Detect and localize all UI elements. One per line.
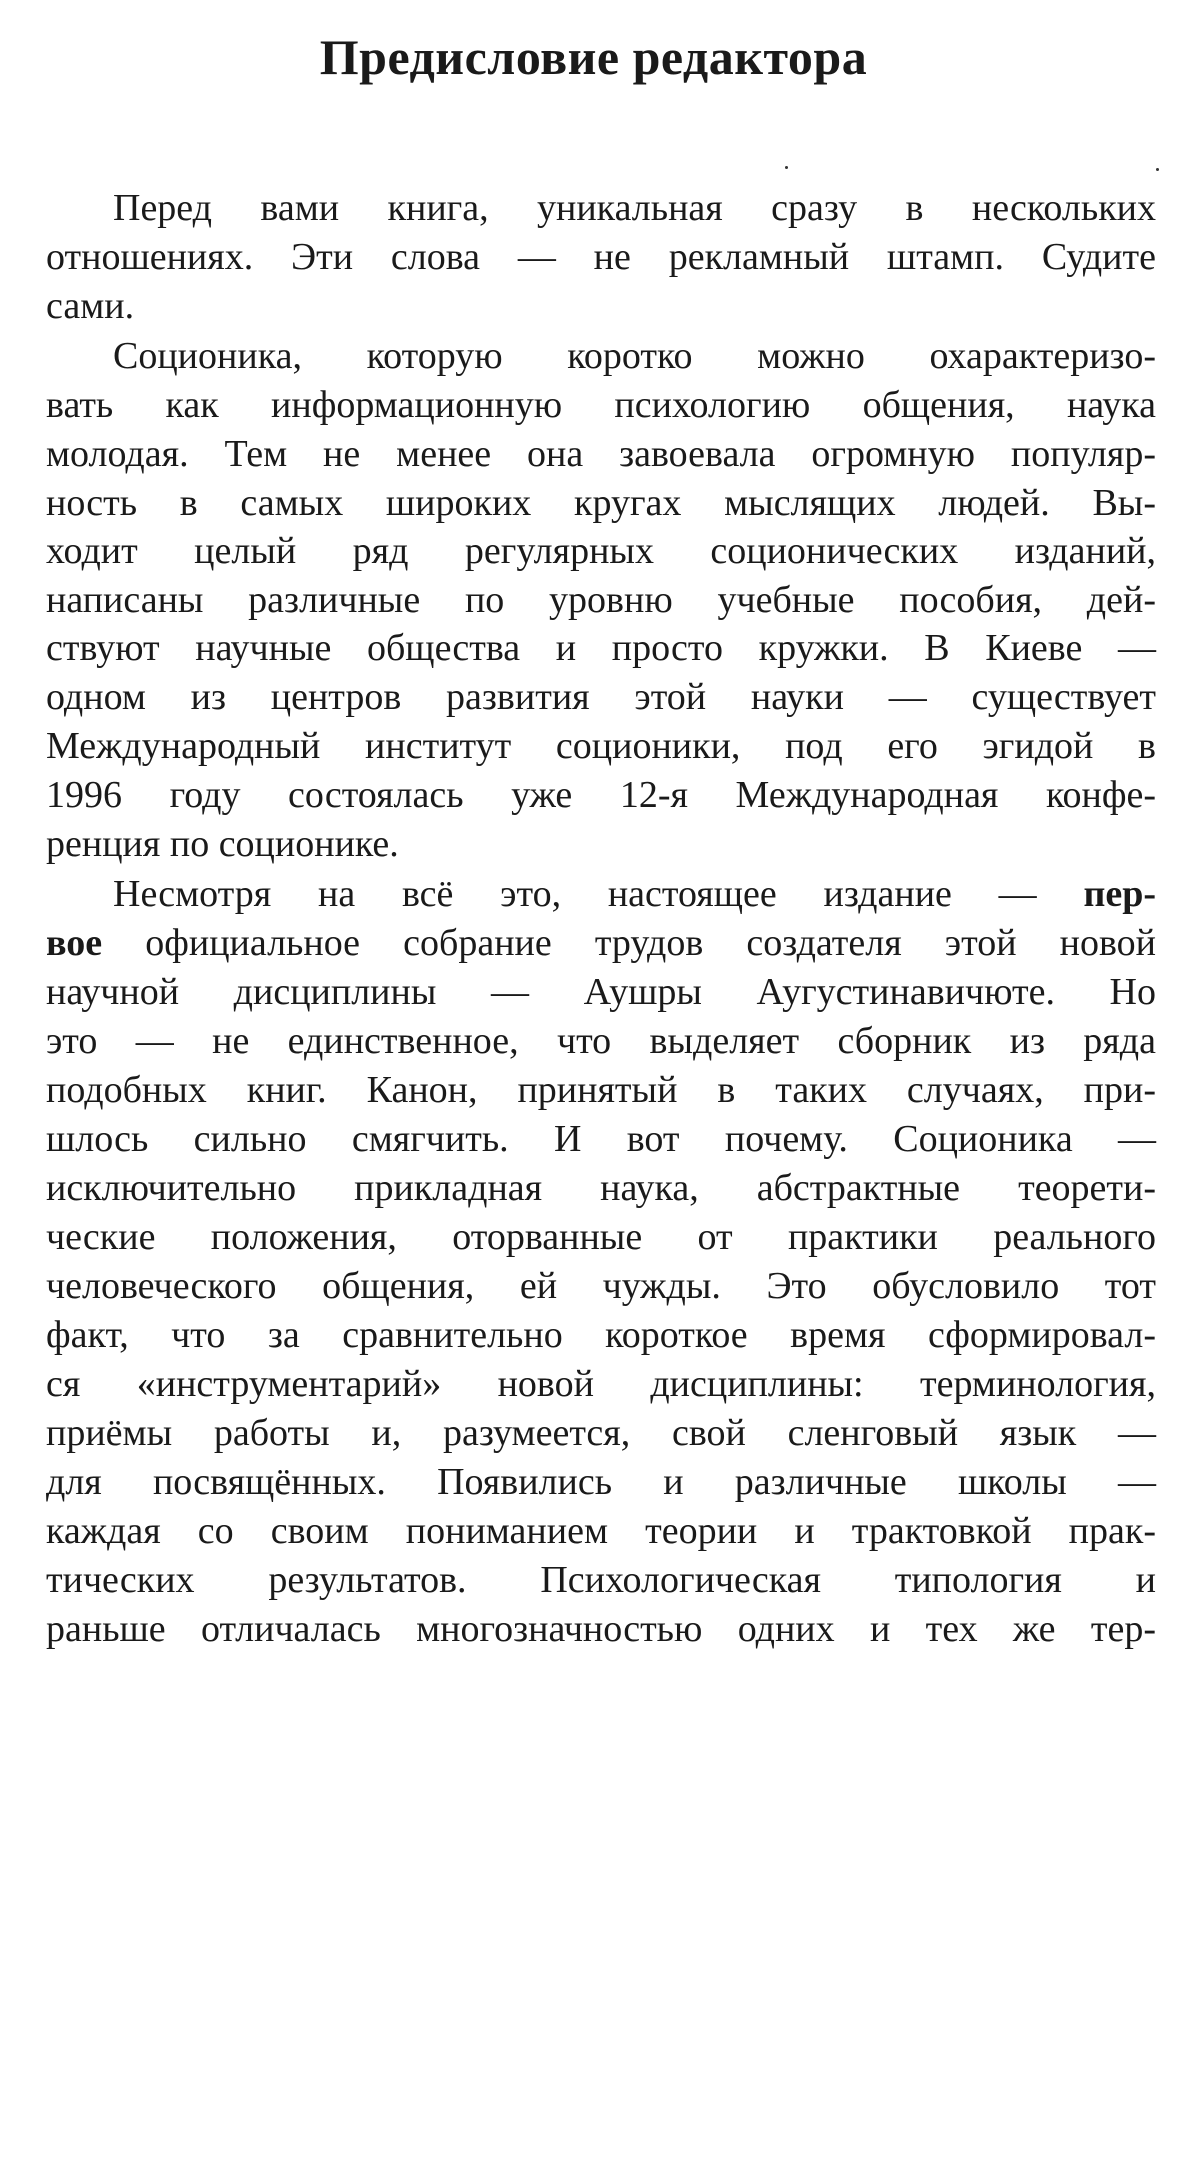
print-speck (1156, 168, 1159, 171)
paragraph-2-line: одном из центров развития этой науки — существует (46, 676, 1156, 718)
paragraph-3-line: для посвящённых. Появились и различные школы — (46, 1461, 1156, 1503)
paragraph-2-line: Соционика, которую коротко можно охарактеризо- (113, 335, 1156, 377)
paragraph-3-line: ческие положения, оторванные от практики реального (46, 1216, 1156, 1258)
paragraph-3-line: раньше отличалась многозначностью одних и тех же тер- (46, 1608, 1156, 1650)
paragraph-3-line: человеческого общения, ей чужды. Это обусловило тот (46, 1265, 1156, 1307)
paragraph-3-line: это — не единственное, что выделяет сборник из ряда (46, 1020, 1156, 1062)
paragraph-3-line: приёмы работы и, разумеется, свой сленговый язык — (46, 1412, 1156, 1454)
paragraph-2-line: ренция по соционике. (46, 823, 399, 865)
paragraph-3-text: Несмотря на всё это, настоящее издание — (113, 873, 1037, 915)
paragraph-2-line: молодая. Тем не менее она завоевала огромную популяр- (46, 433, 1156, 475)
emphasis-first: вое (46, 922, 103, 964)
paragraph-3-line: каждая со своим пониманием теории и трактовкой прак- (46, 1510, 1156, 1552)
paragraph-3-line: тических результатов. Психологическая типология и (46, 1559, 1156, 1601)
paragraph-3-line: подобных книг. Канон, принятый в таких случаях, при- (46, 1069, 1156, 1111)
paragraph-2-line: ходит целый ряд регулярных соционических изданий, (46, 530, 1156, 572)
paragraph-2-line: Международный институт соционики, под его эгидой в (46, 725, 1156, 767)
paragraph-1-line: Перед вами книга, уникальная сразу в нескольких (113, 187, 1156, 229)
paragraph-3-line (46, 919, 1156, 967)
paragraph-2-line: написаны различные по уровню учебные пособия, дей- (46, 579, 1156, 621)
paragraph-1-line: сами. (46, 285, 135, 327)
paragraph-2-line: ствуют научные общества и просто кружки. В Киеве — (46, 627, 1156, 669)
paragraph-3-line: факт, что за сравнительно короткое время сформировал- (46, 1314, 1156, 1356)
paragraph-3-line: ся «инструментарий» новой дисциплины: терминология, (46, 1363, 1156, 1405)
paragraph-3-line: шлось сильно смягчить. И вот почему. Соционика — (46, 1118, 1156, 1160)
emphasis-first: пер- (1083, 873, 1157, 915)
paragraph-3-line: научной дисциплины — Аушры Аугустинавичюте. Но (46, 971, 1156, 1013)
paragraph-1-line: отношениях. Эти слова — не рекламный штамп. Судите (46, 236, 1156, 278)
paragraph-2-line: ность в самых широких кругах мыслящих людей. Вы- (46, 482, 1156, 524)
paragraph-2-line: 1996 году состоялась уже 12-я Международная конфе- (46, 774, 1156, 816)
paragraph-3-line (113, 870, 1156, 918)
print-speck (785, 166, 788, 169)
page-title: Предисловие редактора (319, 29, 868, 85)
paragraph-2-line: вать как информационную психологию общения, наука (46, 384, 1156, 426)
paragraph-3-line: исключительно прикладная наука, абстрактные теорети- (46, 1167, 1156, 1209)
paragraph-3-text: официальное собрание трудов создателя этой новой (145, 922, 1157, 964)
